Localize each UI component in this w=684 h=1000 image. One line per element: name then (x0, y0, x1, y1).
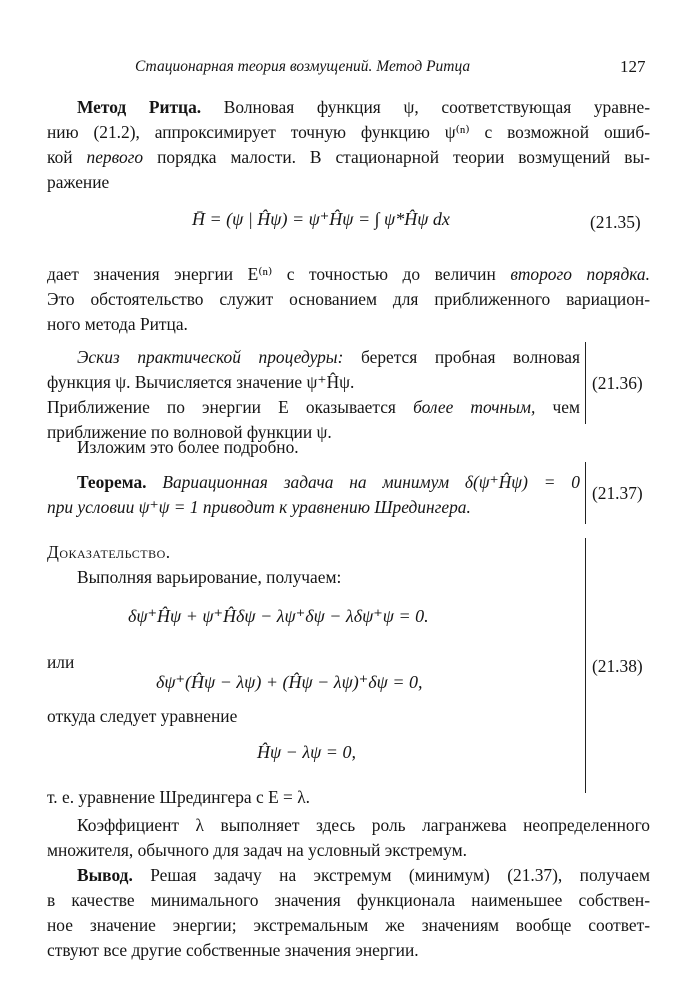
more-detail-line: Изложим это более подробно. (77, 437, 299, 457)
sketch-text-3a: Приближение по энергии E оказывается (47, 397, 396, 417)
proof-equation-2: δψ⁺(Ĥψ − λψ) + (Ĥψ − λψ)⁺δψ = 0, (156, 672, 423, 692)
proof-equation-3: Ĥψ − λψ = 0, (257, 742, 356, 762)
ritz-line-4: ражение (47, 172, 110, 192)
theorem-line-2: при условии ψ⁺ψ = 1 приводит к уравнению Шредингера. (47, 497, 471, 517)
sketch-line-3 (47, 395, 580, 420)
bracket-bar-21-36 (585, 342, 586, 424)
conclusion-line-4: ствуют все другие собственные значения энергии. (47, 940, 419, 960)
lagrange-line-1: Коэффициент λ выполняет здесь роль лагранжева неопределенного (77, 815, 650, 835)
sketch-emph-more-precise: более точным, (413, 397, 536, 417)
ritz-line-2: нию (21.2), аппроксимирует точную функцию ψ⁽ⁿ⁾ с возможной ошиб- (47, 122, 650, 142)
equation-number-21-35: (21.35) (590, 212, 641, 232)
conclusion-text-1: Решая задачу на экстремум (минимум) (21.37), получаем (150, 865, 650, 885)
equation-number-21-38: (21.38) (592, 656, 643, 676)
bracket-bar-21-38 (585, 538, 586, 793)
ritz-text-3a: кой (47, 147, 73, 167)
conclusion-line-2: в качестве минимального значения функционала наименьшее собствен- (47, 890, 650, 910)
sketch-text-1b: берется пробная волновая (360, 347, 580, 367)
sketch-line-2: функция ψ. Вычисляется значение ψ⁺Ĥψ. (47, 372, 355, 392)
conclusion-heading: Вывод. (77, 865, 133, 885)
sketch-text-3c: чем (552, 397, 580, 417)
conclusion-line-1 (77, 863, 650, 888)
ritz-heading: Метод Ритца. (77, 97, 202, 117)
ritz-emph-first: первого (86, 147, 144, 167)
proof-heading: Доказательство. (47, 542, 171, 562)
ritz-line-1 (77, 95, 650, 120)
ritz-text-3c: порядка малости. В стационарной теории возмущений вы- (157, 147, 650, 167)
ritz-emph-second-order: второго порядка. (510, 264, 650, 284)
conclusion-line-3: ное значение энергии; экстремальным же значениям вообще соответ- (47, 915, 650, 935)
ritz-text-5a: дает значения энергии E⁽ⁿ⁾ с точностью до величин (47, 264, 496, 284)
proof-line-2: откуда следует уравнение (47, 706, 238, 726)
equation-number-21-36: (21.36) (592, 373, 643, 393)
proof-equation-1: δψ⁺Ĥψ + ψ⁺Ĥδψ − λψ⁺δψ − λδψ⁺ψ = 0. (128, 606, 429, 626)
sketch-line-1 (77, 345, 580, 370)
page-number: 127 (620, 57, 646, 76)
proof-line-1: Выполняя варьирование, получаем: (77, 567, 342, 587)
proof-or: или (47, 652, 75, 672)
lagrange-line-2: множителя, обычного для задач на условный экстремум. (47, 840, 467, 860)
ritz-line-5 (47, 262, 650, 287)
ritz-line-3 (47, 145, 650, 170)
theorem-heading: Теорема. (77, 472, 147, 492)
theorem-text-1: Вариационная задача на минимум δ(ψ⁺Ĥψ) = 0 (162, 472, 580, 492)
ritz-line-6: Это обстоятельство служит основанием для приближенного вариацион- (47, 289, 650, 309)
ritz-line-7: ного метода Ритца. (47, 314, 188, 334)
equation-number-21-37: (21.37) (592, 483, 643, 503)
running-title: Стационарная теория возмущений. Метод Ритца (135, 58, 471, 75)
proof-line-3: т. е. уравнение Шредингера с E = λ. (47, 787, 310, 807)
bracket-bar-21-37 (585, 462, 586, 524)
sketch-emph: Эскиз практической процедуры: (77, 347, 344, 367)
theorem-line-1 (77, 470, 580, 495)
equation-21-35: H̄ = (ψ | Ĥψ) = ψ⁺Ĥψ = ∫ ψ*Ĥψ dx (192, 209, 450, 229)
sketch-line-4: приближение по волновой функции ψ. (47, 422, 332, 442)
ritz-text-1: Волновая функция ψ, соответствующая уравне- (223, 97, 650, 117)
